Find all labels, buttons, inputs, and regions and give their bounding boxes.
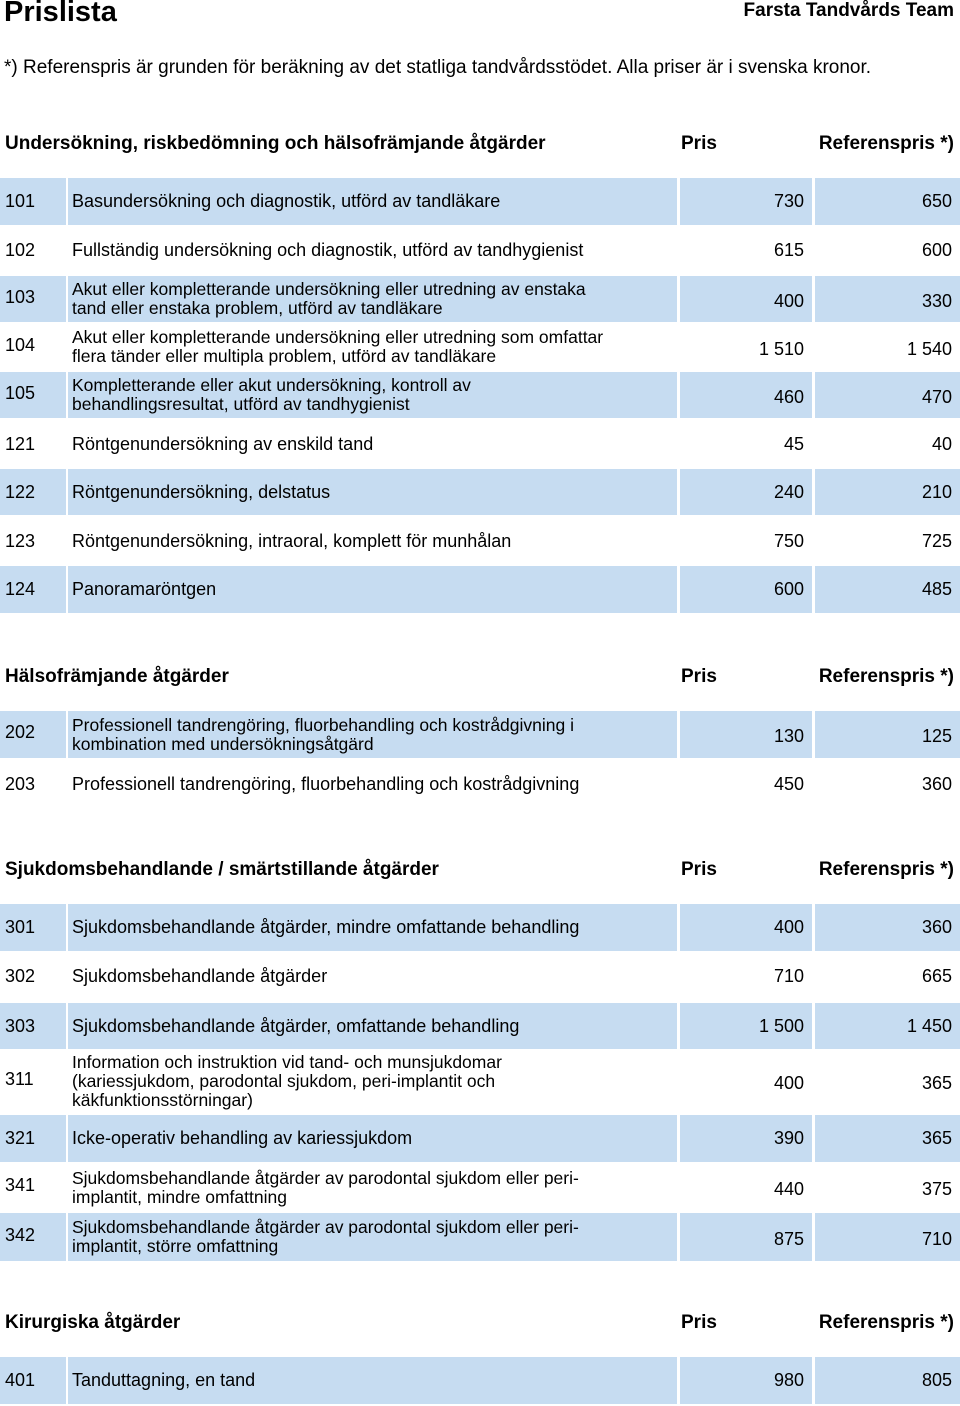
reference-price-cell (815, 518, 960, 564)
price-value: 130 (773, 726, 804, 746)
treatment-code: 103 (5, 287, 36, 307)
section-header (0, 859, 960, 885)
reference-price-cell (815, 1213, 960, 1261)
price-cell (680, 518, 812, 564)
price-cell (680, 372, 812, 418)
treatment-description: Sjukdomsbehandlande åtgärder, mindre omfattande behandling (72, 917, 580, 937)
description-cell (68, 904, 677, 951)
reference-price-value: 125 (921, 726, 952, 746)
section-header (0, 133, 960, 159)
code-cell (0, 1003, 66, 1049)
treatment-description: Professionell tandrengöring, fluorbehandling och kostrådgivning i kombination med undersökningsåtgärd (72, 715, 574, 754)
price-value: 45 (783, 434, 804, 454)
price-cell (680, 178, 812, 225)
section-title: Undersökning, riskbedömning och hälsofrämjande åtgärder (5, 133, 546, 154)
price-cell (680, 1357, 812, 1404)
code-cell (0, 469, 66, 515)
description-cell (68, 469, 677, 515)
description-cell (68, 1115, 677, 1162)
code-cell (0, 421, 66, 467)
price-cell (680, 1164, 812, 1211)
price-value: 875 (773, 1229, 804, 1249)
code-cell (0, 178, 66, 225)
treatment-description: Panoramaröntgen (72, 579, 217, 599)
treatment-description: Professionell tandrengöring, fluorbehandling och kostrådgivning (72, 774, 580, 794)
section-title: Kirurgiska åtgärder (5, 1312, 181, 1333)
reference-price-cell (815, 324, 960, 370)
treatment-description: Sjukdomsbehandlande åtgärder av parodontal sjukdom eller peri- implantit, mindre omfattning (72, 1168, 579, 1207)
description-cell (68, 372, 677, 418)
treatment-description: Tanduttagning, en tand (72, 1370, 256, 1390)
reference-price-value: 725 (921, 531, 952, 551)
reference-price-cell (815, 421, 960, 467)
table-row (0, 904, 960, 951)
treatment-description: Sjukdomsbehandlande åtgärder (72, 966, 328, 986)
code-cell (0, 566, 66, 613)
reference-price-cell (815, 566, 960, 613)
table-row (0, 228, 960, 273)
price-cell (680, 904, 812, 951)
price-cell (680, 711, 812, 758)
reference-price-value: 360 (921, 774, 952, 794)
reference-price-cell (815, 1164, 960, 1211)
code-cell (0, 1051, 66, 1112)
price-cell (680, 566, 812, 613)
reference-price-value: 40 (931, 434, 952, 454)
reference-price-value: 365 (921, 1073, 952, 1093)
reference-price-value: 375 (921, 1179, 952, 1199)
reference-price-cell (815, 228, 960, 273)
brand-name: Farsta Tandvårds Team (743, 0, 954, 21)
treatment-code: 124 (5, 579, 36, 599)
column-header-referenspris: Referenspris *) (818, 859, 954, 880)
table-row (0, 421, 960, 467)
treatment-code: 203 (5, 774, 36, 794)
section-title: Hälsofrämjande åtgärder (5, 666, 229, 687)
reference-price-value: 1 450 (906, 1016, 952, 1036)
reference-price-cell (815, 761, 960, 807)
price-value: 400 (773, 917, 804, 937)
reference-price-value: 470 (921, 387, 952, 407)
treatment-code: 104 (5, 335, 36, 355)
treatment-code: 341 (5, 1175, 36, 1195)
treatment-description: Röntgenundersökning av enskild tand (72, 434, 374, 454)
table-row (0, 1213, 960, 1261)
table-row (0, 178, 960, 225)
reference-price-cell (815, 904, 960, 951)
reference-price-value: 710 (921, 1229, 952, 1249)
price-value: 400 (773, 291, 804, 311)
treatment-code: 122 (5, 482, 36, 502)
description-cell (68, 178, 677, 225)
reference-price-value: 360 (921, 917, 952, 937)
price-cell (680, 469, 812, 515)
reference-price-cell (815, 1357, 960, 1404)
code-cell (0, 276, 66, 322)
description-cell (68, 1164, 677, 1211)
section-header (0, 1312, 960, 1338)
code-cell (0, 904, 66, 951)
description-cell (68, 566, 677, 613)
page-header (0, 0, 960, 30)
treatment-code: 101 (5, 191, 36, 211)
price-value: 450 (773, 774, 804, 794)
treatment-description: Sjukdomsbehandlande åtgärder, omfattande behandling (72, 1016, 520, 1036)
price-value: 460 (773, 387, 804, 407)
price-cell (680, 1213, 812, 1261)
section-header (0, 666, 960, 692)
description-cell (68, 518, 677, 564)
description-cell (68, 1357, 677, 1404)
column-header-referenspris: Referenspris *) (818, 1312, 954, 1333)
description-cell (68, 1213, 677, 1261)
table-row (0, 711, 960, 758)
reference-price-cell (815, 469, 960, 515)
section-title: Sjukdomsbehandlande / smärtstillande åtgärder (5, 859, 439, 880)
price-value: 390 (773, 1128, 804, 1148)
reference-price-value: 665 (921, 966, 952, 986)
table-row (0, 566, 960, 613)
reference-price-value: 600 (921, 240, 952, 260)
price-cell (680, 228, 812, 273)
column-header-pris: Pris (681, 666, 717, 687)
reference-price-value: 210 (921, 482, 952, 502)
treatment-code: 102 (5, 240, 36, 260)
description-cell (68, 276, 677, 322)
code-cell (0, 1164, 66, 1211)
price-cell (680, 1003, 812, 1049)
table-row (0, 518, 960, 564)
treatment-code: 321 (5, 1128, 36, 1148)
code-cell (0, 1115, 66, 1162)
price-value: 615 (773, 240, 804, 260)
price-value: 1 500 (758, 1016, 804, 1036)
treatment-description: Basundersökning och diagnostik, utförd av tandläkare (72, 191, 501, 211)
price-cell (680, 1115, 812, 1162)
treatment-description: Fullständig undersökning och diagnostik, utförd av tandhygienist (72, 240, 584, 260)
table-row (0, 761, 960, 807)
code-cell (0, 1357, 66, 1404)
reference-price-cell (815, 372, 960, 418)
table-row (0, 1051, 960, 1112)
treatment-code: 302 (5, 966, 36, 986)
price-cell (680, 953, 812, 1000)
price-value: 730 (773, 191, 804, 211)
description-cell (68, 711, 677, 758)
treatment-code: 311 (5, 1069, 34, 1089)
table-row (0, 1003, 960, 1049)
treatment-description: Icke-operativ behandling av kariessjukdom (72, 1128, 413, 1148)
reference-price-cell (815, 178, 960, 225)
description-cell (68, 1051, 677, 1112)
price-value: 400 (773, 1073, 804, 1093)
treatment-description: Röntgenundersökning, intraoral, komplett för munhålan (72, 531, 512, 551)
price-cell (680, 421, 812, 467)
code-cell (0, 518, 66, 564)
treatment-code: 121 (5, 434, 36, 454)
treatment-code: 301 (5, 917, 36, 937)
price-value: 980 (773, 1370, 804, 1390)
reference-price-value: 650 (921, 191, 952, 211)
description-cell (68, 953, 677, 1000)
price-cell (680, 276, 812, 322)
code-cell (0, 953, 66, 1000)
treatment-code: 401 (5, 1370, 36, 1390)
price-value: 750 (773, 531, 804, 551)
code-cell (0, 324, 66, 370)
column-header-referenspris: Referenspris *) (818, 666, 954, 687)
column-header-pris: Pris (681, 859, 717, 880)
treatment-description: Sjukdomsbehandlande åtgärder av parodontal sjukdom eller peri- implantit, större omfattning (72, 1217, 579, 1256)
treatment-description: Kompletterande eller akut undersökning, kontroll av behandlingsresultat, utförd av tandhygienist (72, 375, 471, 414)
code-cell (0, 372, 66, 418)
treatment-code: 342 (5, 1225, 36, 1245)
price-cell (680, 1051, 812, 1112)
treatment-description: Akut eller kompletterande undersökning eller utredning av enstaka tand eller enstaka problem, utförd av tandläkare (72, 279, 586, 318)
price-value: 710 (773, 966, 804, 986)
table-row (0, 276, 960, 322)
treatment-code: 202 (5, 722, 36, 742)
reference-price-value: 365 (921, 1128, 952, 1148)
table-row (0, 372, 960, 418)
treatment-code: 303 (5, 1016, 36, 1036)
code-cell (0, 711, 66, 758)
reference-price-cell (815, 711, 960, 758)
code-cell (0, 228, 66, 273)
description-cell (68, 228, 677, 273)
reference-price-cell (815, 1115, 960, 1162)
table-row (0, 1164, 960, 1211)
price-value: 240 (773, 482, 804, 502)
column-header-referenspris: Referenspris *) (818, 133, 954, 154)
reference-price-value: 1 540 (906, 339, 952, 359)
page-title: Prislista (4, 0, 117, 28)
description-cell (68, 324, 677, 370)
table-row (0, 324, 960, 370)
treatment-description: Akut eller kompletterande undersökning eller utredning som omfattar flera tänder eller multipla problem, utförd av tandläkare (72, 327, 604, 366)
price-cell (680, 324, 812, 370)
column-header-pris: Pris (681, 1312, 717, 1333)
table-row (0, 953, 960, 1000)
reference-price-cell (815, 1051, 960, 1112)
price-value: 440 (773, 1179, 804, 1199)
description-cell (68, 761, 677, 807)
code-cell (0, 761, 66, 807)
description-cell (68, 421, 677, 467)
treatment-description: Information och instruktion vid tand- och munsjukdomar (kariessjukdom, parodontal sjukdom, peri-implantit och käkfunktionsstörningar) (72, 1052, 502, 1110)
treatment-code: 105 (5, 383, 36, 403)
reference-price-value: 485 (921, 579, 952, 599)
price-value: 1 510 (758, 339, 804, 359)
treatment-code: 123 (5, 531, 36, 551)
treatment-description: Röntgenundersökning, delstatus (72, 482, 331, 502)
table-row (0, 1357, 960, 1404)
reference-price-value: 805 (921, 1370, 952, 1390)
table-row (0, 1115, 960, 1162)
column-header-pris: Pris (681, 133, 717, 154)
table-row (0, 469, 960, 515)
code-cell (0, 1213, 66, 1261)
reference-price-cell (815, 1003, 960, 1049)
reference-price-cell (815, 953, 960, 1000)
reference-price-value: 330 (921, 291, 952, 311)
footnote: *) Referenspris är grunden för beräkning av det statliga tandvårdsstödet. Alla priser är i svenska kronor. (4, 57, 872, 78)
price-value: 600 (773, 579, 804, 599)
price-cell (680, 761, 812, 807)
description-cell (68, 1003, 677, 1049)
reference-price-cell (815, 276, 960, 322)
